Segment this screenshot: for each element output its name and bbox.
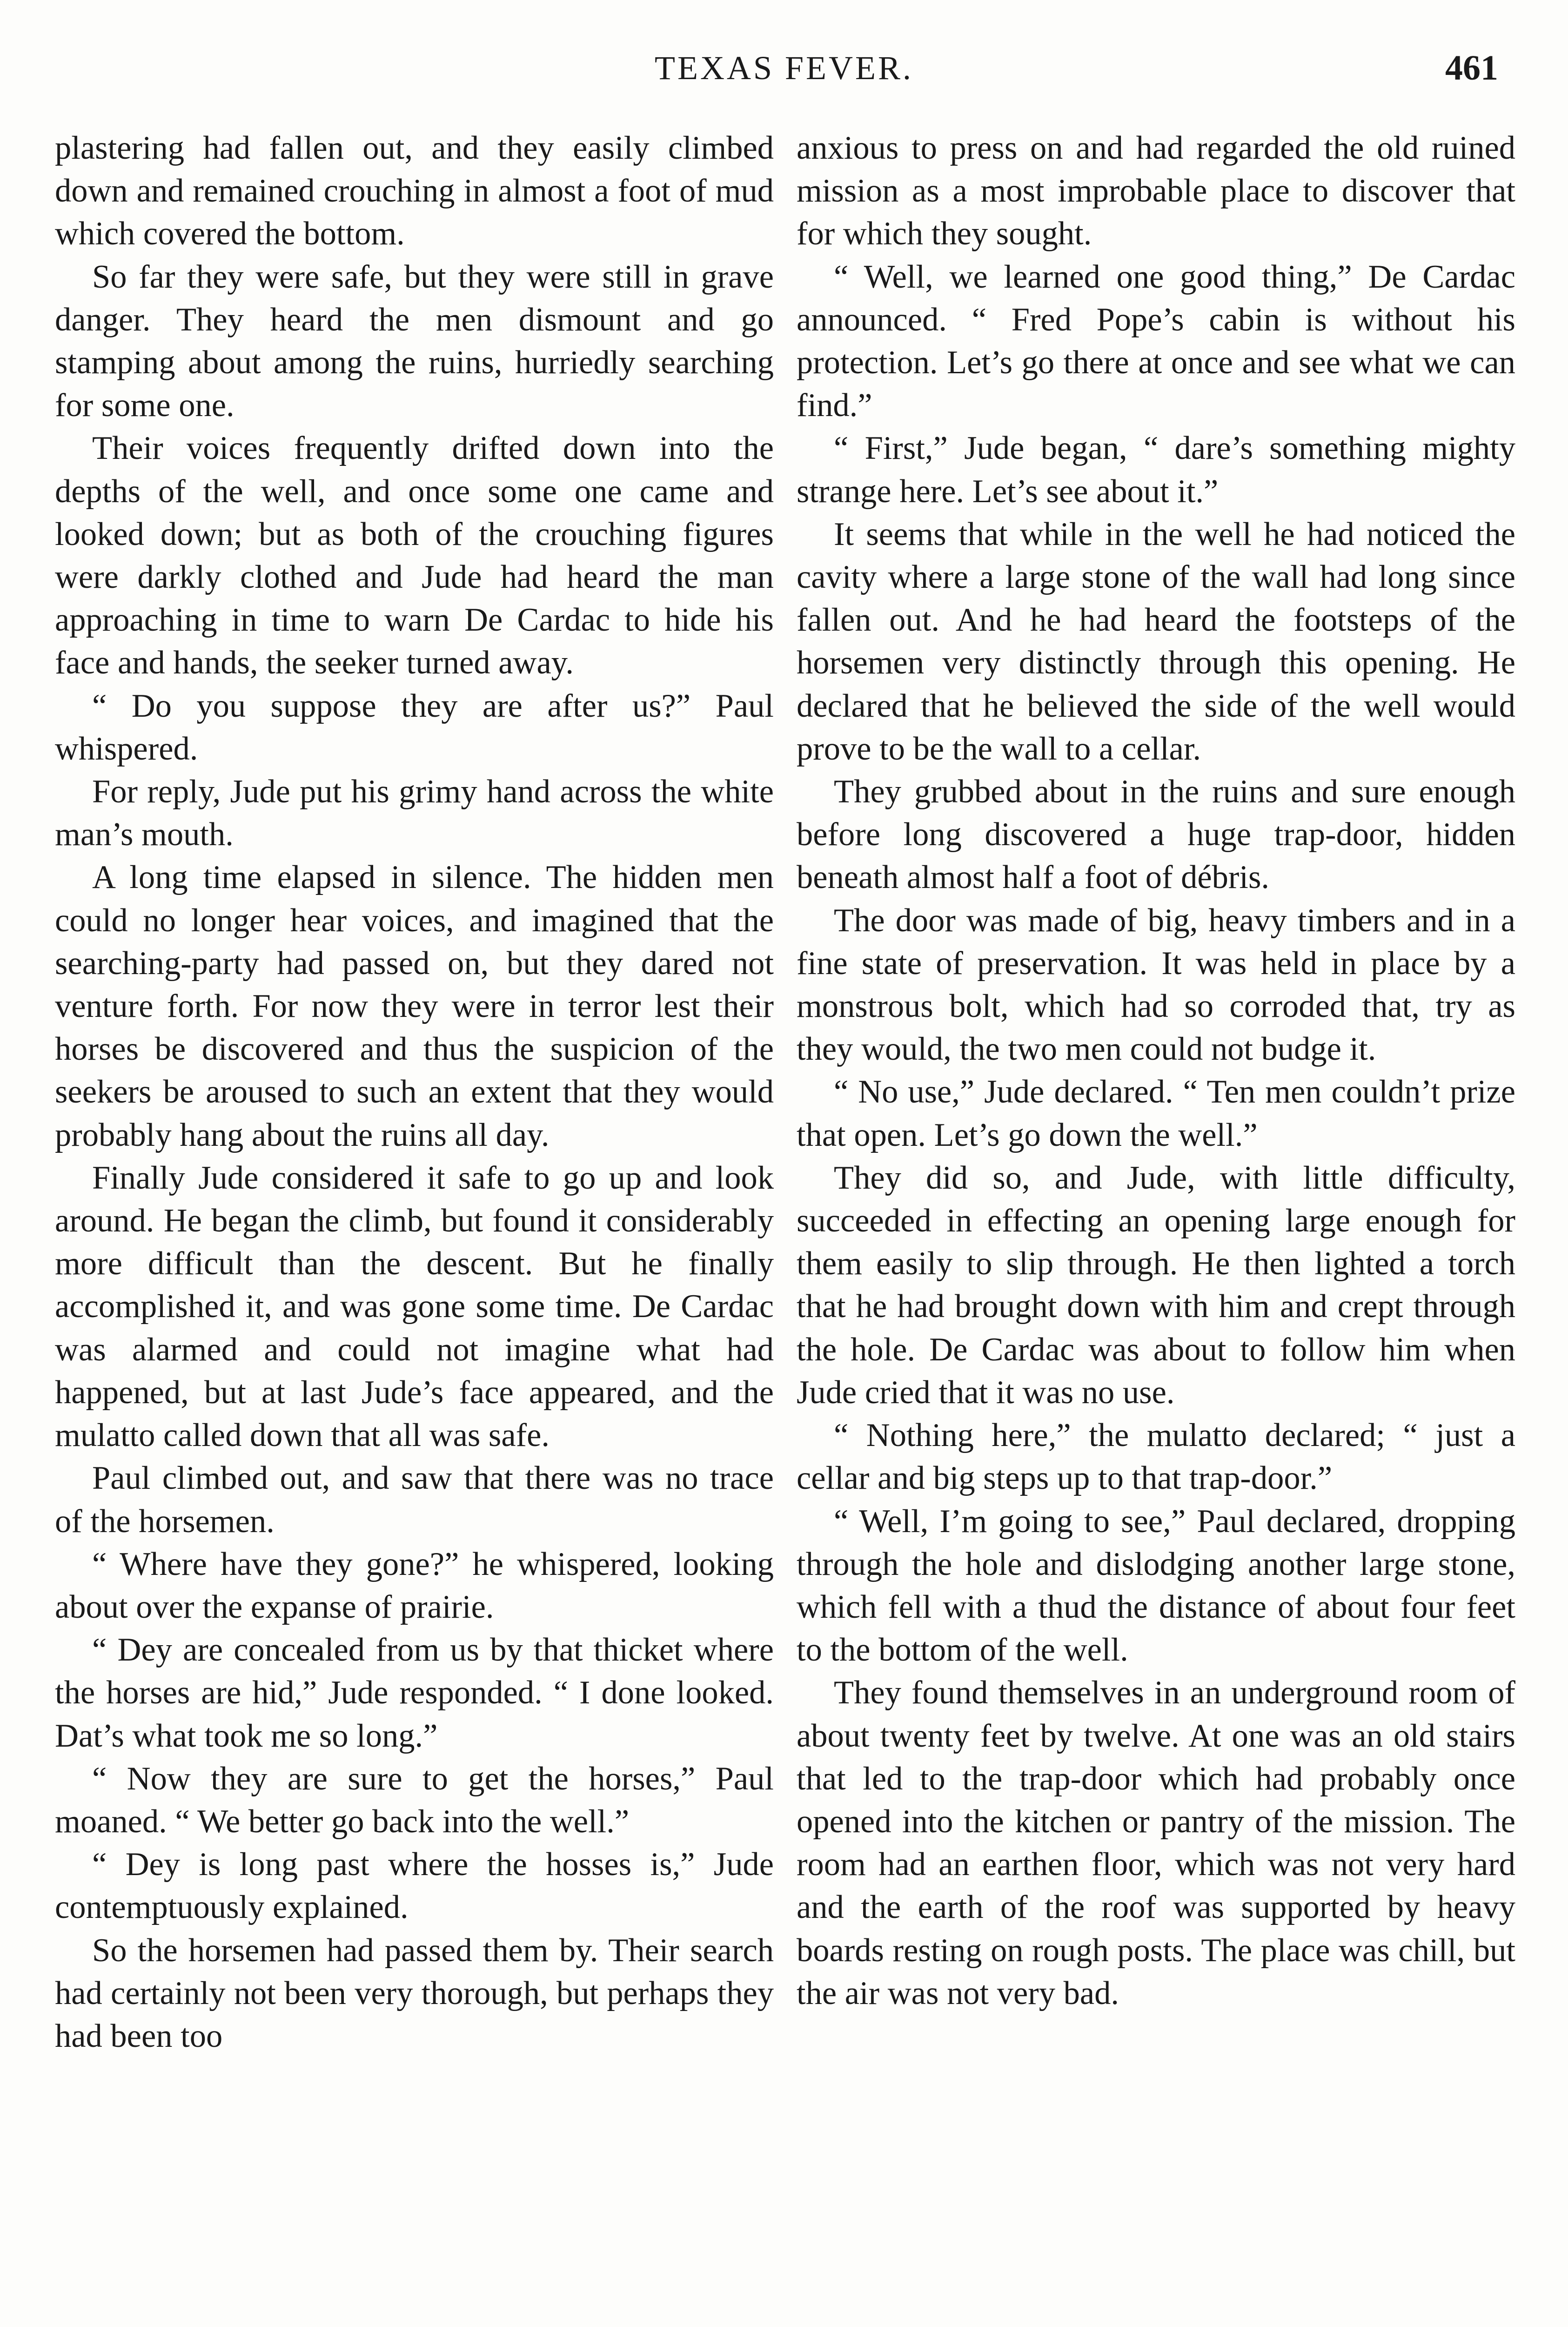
paragraph: The door was made of big, heavy timbers and in a fine state of preservation. It was held in place by a monstrous bolt, which had so corroded that, try as they would, the two men could not budge it.	[797, 902, 1515, 1068]
paragraph: “ First,” Jude began, “ dare’s something mighty strange here. Let’s see about it.”	[797, 430, 1515, 510]
paragraph: Paul climbed out, and saw that there was no trace of the horsemen.	[55, 1460, 774, 1540]
paragraph: “ Dey is long past where the hosses is,” Jude contemptuously explained.	[55, 1846, 774, 1926]
paragraph: “ No use,” Jude declared. “ Ten men couldn’t prize that open. Let’s go down the well.”	[797, 1074, 1515, 1153]
paragraph: They did so, and Jude, with little difficulty, succeeded in effecting an opening large enough for them easily to slip through. He then lighted a torch that he had brought down with him and crept through the hole. De Cardac was about to follow him when Jude cried that it was no use.	[797, 1159, 1515, 1411]
left-column	[55, 127, 774, 2058]
paragraph: “ Now they are sure to get the horses,” Paul moaned. “ We better go back into the well.”	[55, 1760, 774, 1840]
right-column	[797, 127, 1515, 2015]
paragraph: “ Nothing here,” the mulatto declared; “ just a cellar and big steps up to that trap-door.”	[797, 1417, 1515, 1497]
paragraph: “ Do you suppose they are after us?” Paul whispered.	[55, 687, 774, 767]
paragraph: “ Well, I’m going to see,” Paul declared, dropping through the hole and dislodging another large stone, which fell with a thud the distance of about four feet to the bottom of the well.	[797, 1503, 1515, 1668]
paragraph: Their voices frequently drifted down into the depths of the well, and once some one came and looked down; but as both of the crouching figures were darkly clothed and Jude had heard the man approaching in time to warn De Cardac to hide his face and hands, the seeker turned away.	[55, 430, 774, 681]
paragraph: For reply, Jude put his grimy hand across the white man’s mouth.	[55, 773, 774, 853]
paragraph: A long time elapsed in silence. The hidden men could no longer hear voices, and imagined that the searching-party had passed on, but they dared not venture forth. For now they were in terror lest their horses be discovered and thus the suspicion of the seekers be aroused to such an extent that they would probably hang about the ruins all day.	[55, 859, 774, 1153]
paragraph: plastering had fallen out, and they easily climbed down and remained crouching in almost a foot of mud which covered the bottom.	[55, 130, 774, 252]
paragraph: It seems that while in the well he had noticed the cavity where a large stone of the wall had long since fallen out. And he had heard the footsteps of the horsemen very distinctly through this opening. He declared that he believed the side of the well would prove to be the wall to a cellar.	[797, 516, 1515, 767]
paragraph: anxious to press on and had regarded the old ruined mission as a most improbable place to discover that for which they sought.	[797, 130, 1515, 252]
running-title: TEXAS FEVER.	[654, 49, 914, 87]
paragraph: So far they were safe, but they were still in grave danger. They heard the men dismount and go stamping about among the ruins, hurriedly searching for some one.	[55, 258, 774, 424]
paragraph: They grubbed about in the ruins and sure enough before long discovered a huge trap-door, hidden beneath almost half a foot of débris.	[797, 773, 1515, 896]
page-number: 461	[1445, 48, 1498, 87]
paragraph: Finally Jude considered it safe to go up and look around. He began the climb, but found it considerably more difficult than the descent. But he finally accomplished it, and was gone some time. De Cardac was alarmed and could not imagine what had happened, but at last Jude’s face appeared, and the mulatto called down that all was safe.	[55, 1159, 774, 1454]
paragraph: They found themselves in an underground room of about twenty feet by twelve. At one was an old stairs that led to the trap-door which had probably once opened into the kitchen or pantry of the mission. The room had an earthen floor, which was not very hard and the earth of the roof was supported by heavy boards resting on rough posts. The place was chill, but the air was not very bad.	[797, 1675, 1515, 2011]
paragraph: “ Where have they gone?” he whispered, looking about over the expanse of prairie.	[55, 1546, 774, 1625]
paragraph: So the horsemen had passed them by. Their search had certainly not been very thorough, but perhaps they had been too	[55, 1932, 774, 2054]
paragraph: “ Well, we learned one good thing,” De Cardac announced. “ Fred Pope’s cabin is without his protection. Let’s go there at once and see what we can find.”	[797, 258, 1515, 424]
paragraph: “ Dey are concealed from us by that thicket where the horses are hid,” Jude responded. “ I done looked. Dat’s what took me so long.”	[55, 1632, 774, 1754]
page-header	[51, 45, 1517, 91]
